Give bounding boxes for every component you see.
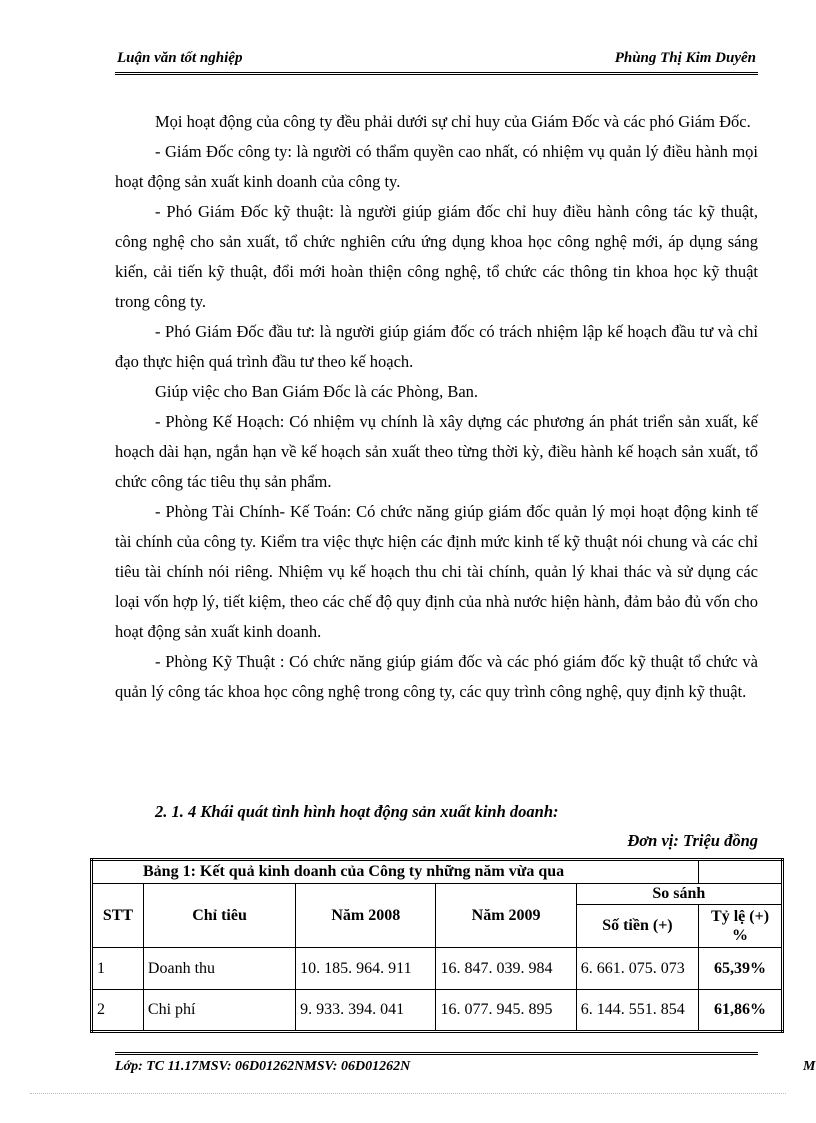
header-amount: Số tiền (+) (576, 905, 698, 948)
cell-ratio: 65,39% (699, 948, 783, 990)
cell-indicator: Doanh thu (143, 948, 295, 990)
footer-class-info: Lớp: TC 11.17MSV: 06D01262NMSV: 06D01262N (115, 1059, 411, 1074)
cell-stt: 1 (92, 948, 144, 990)
table-row (92, 990, 783, 1032)
paragraph: - Phòng Tài Chính- Kế Toán: Có chức năng giúp giám đốc quản lý mọi hoạt động kinh tế tài chính của công ty. Kiểm tra việc thực hiện các định mức kinh tế kỹ thuật nói chung và các chỉ tiêu tài chính nói riêng. Nhiệm vụ kế hoạch thu chi tài chính, quản lý khai thác và sử dụng các loại vốn hợp lý, tiết kiệm, theo các chế độ quy định của nhà nước hiện hành, đảm bảo đủ vốn cho hoạt động sản xuất kinh doanh. (115, 502, 758, 641)
page-footer (115, 1052, 816, 1075)
paragraph: - Phòng Kỹ Thuật : Có chức năng giúp giám đốc và các phó giám đốc kỹ thuật tổ chức và quản lý công tác khoa học công nghệ trong công ty, các quy trình công nghệ, quy định kỹ thuật. (115, 652, 758, 701)
unit-label: Đơn vị: Triệu đồng (627, 831, 758, 850)
table-caption-empty-cell (699, 860, 783, 884)
cell-2009: 16. 077. 945. 895 (436, 990, 576, 1032)
paragraph: Mọi hoạt động của công ty đều phải dưới sự chỉ huy của Giám Đốc và các phó Giám Đốc. (155, 112, 751, 131)
cell-2008: 10. 185. 964. 911 (296, 948, 436, 990)
header-compare: So sánh (576, 884, 782, 905)
cell-amount: 6. 661. 075. 073 (576, 948, 698, 990)
paragraph: - Phó Giám Đốc kỹ thuật: là người giúp giám đốc chỉ huy điều hành công tác kỹ thuật, công nghệ cho sản xuất, tổ chức nghiên cứu ứng dụng khoa học công nghệ mới, áp dụng sáng kiến, cải tiến kỹ thuật, đổi mới hoàn thiện công nghệ, tổ chức các thông tin khoa học kỹ thuật trong công ty. (115, 202, 758, 311)
paragraph: - Phòng Kế Hoạch: Có nhiệm vụ chính là xây dựng các phương án phát triển sản xuất, kế hoạch dài hạn, ngắn hạn về kế hoạch sản xuất theo từng thời kỳ, điều hành kế hoạch sản xuất, tổ chức công tác tiêu thụ sản phẩm. (115, 412, 758, 491)
header-thesis-label: Luận văn tốt nghiệp (117, 50, 243, 66)
cell-stt: 2 (92, 990, 144, 1032)
header-year-2008: Năm 2008 (296, 884, 436, 948)
cell-2009: 16. 847. 039. 984 (436, 948, 576, 990)
header-author-name: Phùng Thị Kim Duyên (614, 50, 756, 66)
table-row (92, 948, 783, 990)
table-caption: Bảng 1: Kết quả kinh doanh của Công ty những năm vừa qua (92, 860, 699, 884)
page-header (115, 46, 758, 75)
cell-amount: 6. 144. 551. 854 (576, 990, 698, 1032)
header-indicator: Chỉ tiêu (143, 884, 295, 948)
paragraph: Giúp việc cho Ban Giám Đốc là các Phòng, Ban. (155, 382, 479, 401)
cell-indicator: Chi phí (143, 990, 295, 1032)
body-text (115, 107, 758, 707)
header-stt: STT (92, 884, 144, 948)
section-heading: 2. 1. 4 Khái quát tình hình hoạt động sản xuất kinh doanh: (155, 802, 559, 821)
cell-ratio: 61,86% (699, 990, 783, 1032)
business-results-table (90, 858, 784, 1033)
header-year-2009: Năm 2009 (436, 884, 576, 948)
header-ratio: Tỷ lệ (+) % (699, 905, 783, 948)
paragraph: - Phó Giám Đốc đầu tư: là người giúp giám đốc có trách nhiệm lập kế hoạch đầu tư và chỉ đạo thực hiện quá trình đầu tư theo kế hoạch. (115, 322, 758, 371)
cell-2008: 9. 933. 394. 041 (296, 990, 436, 1032)
footer-right-fragment: M (803, 1059, 816, 1074)
paragraph: - Giám Đốc công ty: là người có thẩm quyền cao nhất, có nhiệm vụ quản lý điều hành mọi hoạt động sản xuất kinh doanh của công ty. (115, 142, 758, 191)
page-bottom-divider (30, 1093, 786, 1094)
